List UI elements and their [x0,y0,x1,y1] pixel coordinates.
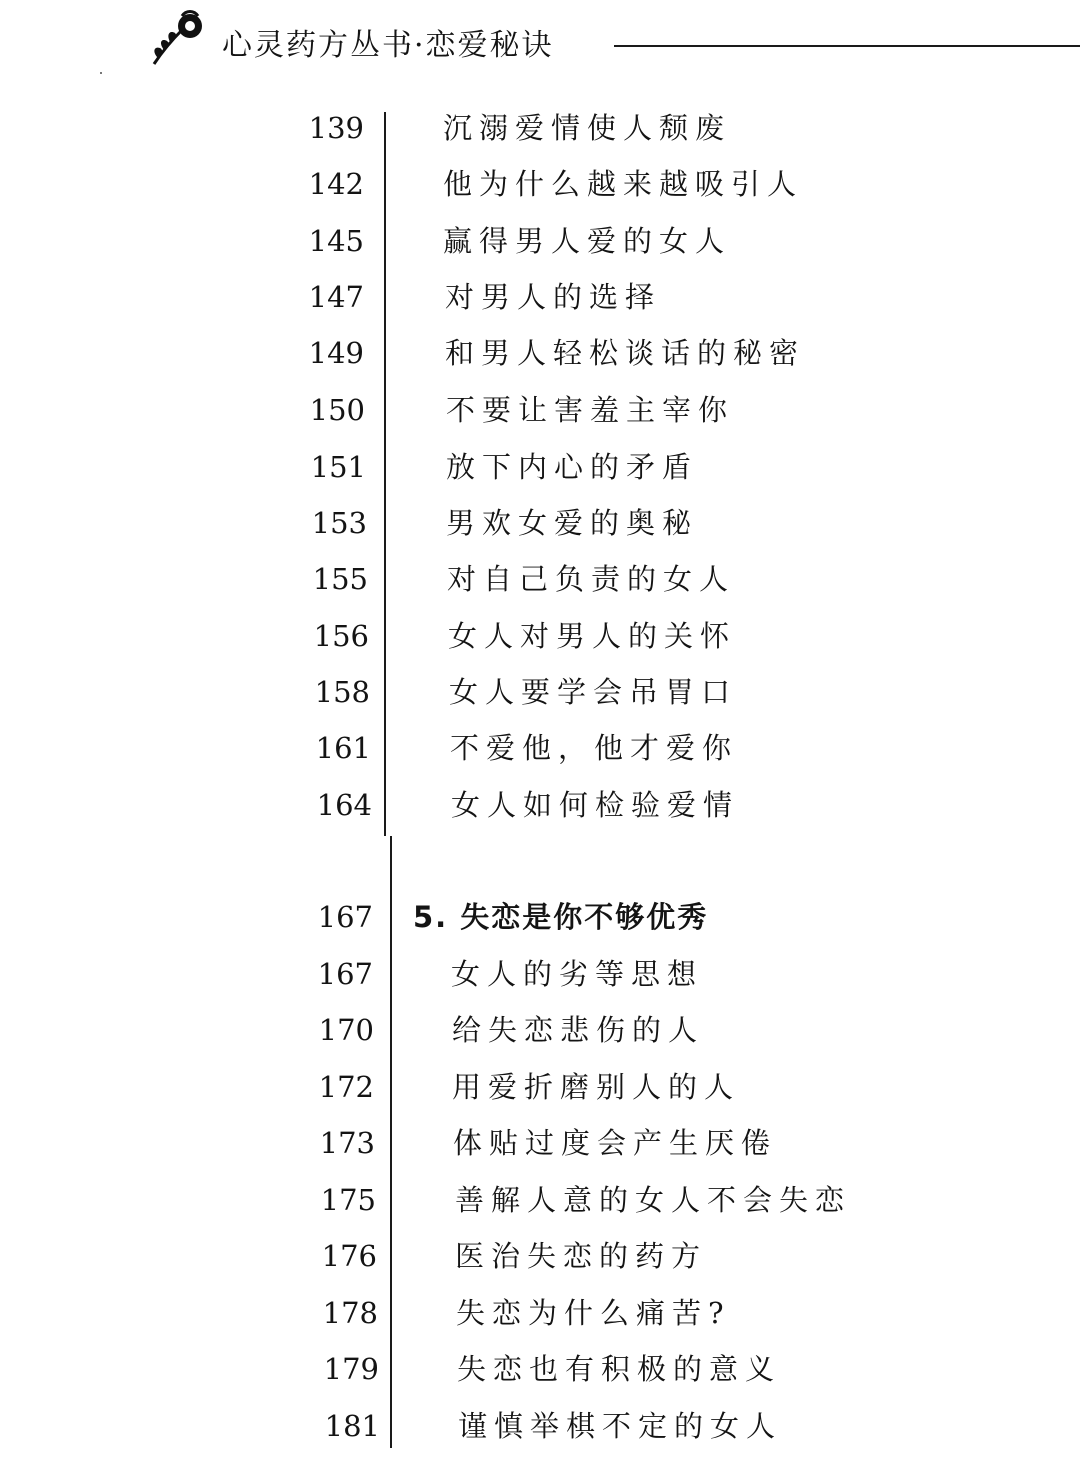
toc-entry-title: 放下内心的矛盾 [446,450,699,484]
toc-page-number: 149 [308,336,364,370]
toc-entry-title: 和男人轻松谈话的秘密 [445,336,806,370]
toc-entry-title: 女人的劣等思想 [451,957,704,991]
toc-entry-row [0,104,1080,152]
toc-page-number: 158 [314,675,370,709]
toc-entry-title: 体贴过度会产生厌倦 [453,1126,778,1160]
toc-section-row [0,893,1080,941]
toc-page-number: 176 [321,1239,377,1273]
toc-entry-title: 他为什么越来越吸引人 [443,167,804,201]
toc-page-number: 145 [308,224,364,258]
toc-page-number: 179 [323,1352,379,1386]
toc-page-number: 139 [308,111,364,145]
toc-page-number: 170 [318,1013,374,1047]
toc-entry-row [0,1345,1080,1393]
toc-entry-title: 不爱他，他才爱你 [450,731,739,765]
toc-page-number: 167 [317,957,373,991]
toc-page-number: 164 [316,788,372,822]
toc-entry-row [0,1063,1080,1111]
series-title: 心灵药方丛书·恋爱秘诀 [222,28,554,63]
toc-page-number: 156 [313,619,369,653]
toc-entry-row [0,555,1080,603]
toc-page-number: 173 [319,1126,375,1160]
toc-entry-row [0,499,1080,547]
toc-entry-title: 女人对男人的关怀 [448,619,737,653]
toc-entry-title: 善解人意的女人不会失恋 [455,1183,852,1217]
toc-entry-title: 女人要学会吊胃口 [449,675,738,709]
toc-entry-title: 对自己负责的女人 [447,562,736,596]
toc-entry-row [0,329,1080,377]
toc-entry-title: 赢得男人爱的女人 [443,224,732,258]
toc-entry-title: 不要让害羞主宰你 [446,393,735,427]
toc-entry-row [0,386,1080,434]
toc-entry-title: 给失恋悲伤的人 [452,1013,705,1047]
toc-page-number: 181 [324,1409,380,1443]
toc-entry-title: 失恋为什么痛苦? [456,1296,731,1330]
toc-entry-title: 失恋也有积极的意义 [457,1352,782,1386]
toc-entry-title: 用爱折磨别人的人 [452,1070,741,1104]
toc-entry-row [0,160,1080,208]
toc-page-number: 175 [320,1183,376,1217]
toc-page-number: 167 [317,900,373,934]
toc-page-number: 161 [315,731,371,765]
toc-page-number: 147 [308,280,364,314]
toc-entry-title: 女人如何检验爱情 [451,788,740,822]
toc-entry-title: 医治失恋的药方 [455,1239,708,1273]
toc-page-number: 155 [312,562,368,596]
toc-entry-row [0,1006,1080,1054]
toc-entry-row [0,724,1080,772]
toc-entry-row [0,1402,1080,1450]
toc-page-number: 153 [311,506,367,540]
toc-page-number: 151 [310,450,366,484]
toc-entry-row [0,443,1080,491]
toc-entry-title: 谨慎举棋不定的女人 [458,1409,783,1443]
toc-page-number: 150 [309,393,365,427]
toc-entry-row [0,217,1080,265]
toc-page-number: 142 [308,167,364,201]
toc-entry-row [0,950,1080,998]
toc-page-number: 178 [322,1296,378,1330]
toc-entry-row [0,1176,1080,1224]
toc-entry-title: 对男人的选择 [445,280,662,314]
toc-entry-title: 男欢女爱的奥秘 [446,506,699,540]
toc-page-number: 172 [318,1070,374,1104]
toc-entry-row [0,668,1080,716]
toc-entry-row [0,1289,1080,1337]
toc-entry-row [0,1119,1080,1167]
toc-entry-title: 沉溺爱情使人颓废 [443,111,732,145]
toc-section-title: 5. 失恋是你不够优秀 [413,900,709,934]
toc-entry-row [0,1232,1080,1280]
toc-entry-row [0,612,1080,660]
toc-entry-row [0,273,1080,321]
toc-entry-row [0,781,1080,829]
